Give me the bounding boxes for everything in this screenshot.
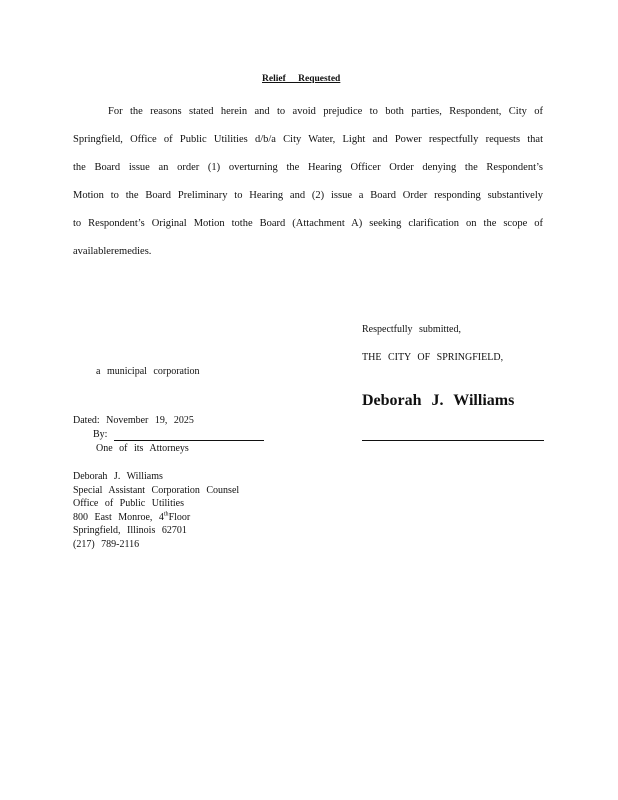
address-phone: (217) 789-2116	[73, 538, 140, 550]
address-street-floor: Floor	[168, 511, 191, 523]
address-street-number: 800 East Monroe, 4	[73, 511, 164, 523]
by-label: By:	[93, 429, 108, 440]
address-block	[73, 470, 239, 552]
dated-line: Dated: November 19, 2025	[73, 415, 194, 426]
signature-name: Deborah J. Williams	[362, 392, 515, 409]
address-city: Springfield, Illinois 62701	[73, 525, 187, 537]
address-title: Special Assistant Corporation Counsel	[73, 484, 240, 496]
relief-paragraph: For the reasons stated herein and to avoid prejudice to both parties, Respondent, City of Springfield, Office of Public Utilities d/b/a City Water, Light and Power respectfully requests that the Board issue an order (1) overturning the Hearing Officer Order denying the Respondent’s Motion to the Board Preliminary to Hearing and (2) issue a Board Order responding substantively to Respondent’s Original Motion tothe Board (Attachment A) seeking clarification on the scope of availableremedies.	[73, 106, 543, 257]
address-name: Deborah J. Williams	[73, 471, 163, 482]
address-office: Office of Public Utilities	[73, 498, 184, 510]
city-entity: THE CITY OF SPRINGFIELD,	[362, 352, 504, 363]
section-heading: Relief Requested	[262, 74, 341, 84]
signature-line	[362, 440, 544, 441]
municipal-corporation: a municipal corporation	[96, 366, 200, 377]
address-street	[73, 511, 239, 525]
address-street-sup: th	[163, 511, 169, 518]
attorney-role: One of its Attorneys	[96, 443, 189, 454]
by-signature-line	[114, 440, 264, 441]
respectfully-submitted: Respectfully submitted,	[362, 324, 461, 335]
